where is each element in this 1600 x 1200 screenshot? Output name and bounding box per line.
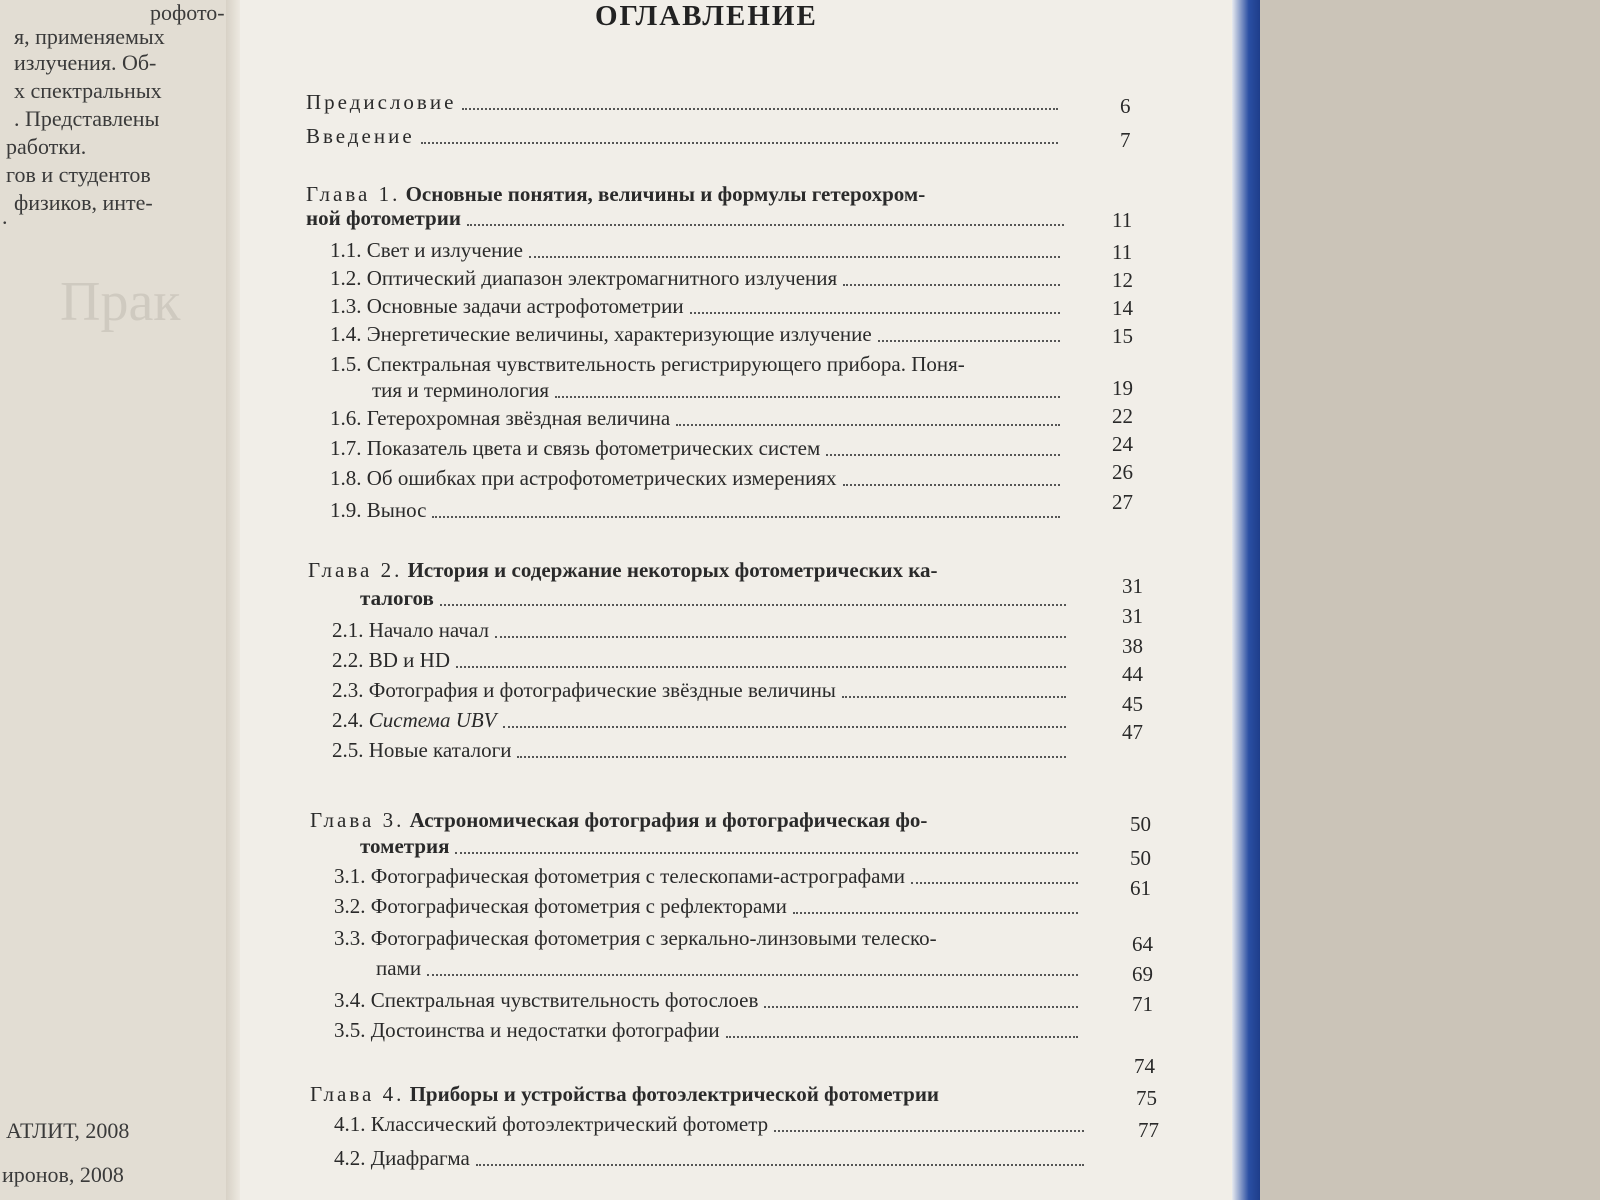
toc-page-number: 75 xyxy=(1136,1086,1157,1110)
section-label: Энергетические величины, характеризующие излучение xyxy=(366,322,872,346)
section-label: Спектральная чувствительность фотослоев xyxy=(370,988,759,1012)
toc-page-number: 77 xyxy=(1138,1118,1159,1142)
leader-dots xyxy=(843,284,1060,286)
toc-section xyxy=(330,266,1066,291)
toc-page-number: 44 xyxy=(1122,662,1143,686)
section-number: 2.1. xyxy=(332,618,364,642)
left-page-faint-text: Прак xyxy=(60,271,181,333)
section-label: Показатель цвета и связь фотометрических систем xyxy=(366,436,821,460)
section-label: Об ошибках при астрофотометрических измерениях xyxy=(366,466,837,490)
toc-chapter-2-cont xyxy=(360,586,1072,611)
chapter-title: История и содержание некоторых фотометрических ка- xyxy=(407,558,938,582)
toc-page-number: 47 xyxy=(1122,720,1143,744)
section-label: Фотографическая фотометрия с телескопами-астрографами xyxy=(370,864,905,888)
section-number: 3.2. xyxy=(334,894,366,918)
section-label: Свет и излучение xyxy=(366,238,523,262)
toc-page-number: 11 xyxy=(1112,240,1133,264)
section-label: Основные задачи астрофотометрии xyxy=(366,294,684,318)
section-number: 2.5. xyxy=(332,738,364,762)
toc-section xyxy=(330,238,1066,263)
toc-section xyxy=(330,322,1066,347)
toc-entry-preface xyxy=(306,90,1064,115)
leader-dots xyxy=(911,882,1078,884)
left-page-text: я, применяемых xyxy=(14,24,165,49)
section-number: 3.5. xyxy=(334,1018,366,1042)
left-page-text: х спектральных xyxy=(14,78,162,103)
section-number: 1.4. xyxy=(330,322,362,346)
leader-dots xyxy=(440,604,1066,606)
section-label: Фотография и фотографические звёздные величины xyxy=(368,678,836,702)
toc-page-number: 15 xyxy=(1112,324,1133,348)
section-label: Спектральная чувствительность регистрирующего прибора. Поня- xyxy=(366,352,965,376)
toc-page-number: 19 xyxy=(1112,376,1133,400)
section-label: Система UBV xyxy=(368,708,497,732)
section-number: 1.2. xyxy=(330,266,362,290)
leader-dots xyxy=(456,666,1066,668)
section-label: Вынос xyxy=(366,498,427,522)
chapter-prefix: Глава 4. xyxy=(310,1082,405,1106)
section-label: BD и HD xyxy=(368,648,450,672)
leader-dots xyxy=(467,224,1064,226)
toc-section xyxy=(334,988,1084,1013)
toc-page-number: 64 xyxy=(1132,932,1153,956)
toc-chapter-3 xyxy=(310,808,927,833)
left-page-text: . Представлены xyxy=(14,106,160,131)
toc-page-number: 38 xyxy=(1122,634,1143,658)
section-label: Фотографическая фотометрия с зеркально-линзовыми телеско- xyxy=(370,926,937,950)
leader-dots xyxy=(690,312,1060,314)
toc-page-number: 22 xyxy=(1112,404,1133,428)
toc-section xyxy=(330,352,965,377)
toc-title: ОГЛАВЛЕНИЕ xyxy=(595,0,818,32)
leader-dots xyxy=(476,1164,1084,1166)
section-label: Начало начал xyxy=(368,618,489,642)
toc-section xyxy=(334,1112,1090,1137)
chapter-title: Астрономическая фотография и фотографическая фо- xyxy=(409,808,928,832)
toc-chapter-1 xyxy=(306,182,925,207)
toc-page-number: 6 xyxy=(1120,94,1131,118)
chapter-title: Приборы и устройства фотоэлектрической фотометрии xyxy=(409,1082,940,1106)
section-number: 2.2. xyxy=(332,648,364,672)
section-label: Оптический диапазон электромагнитного излучения xyxy=(366,266,838,290)
toc-page-number: 74 xyxy=(1134,1054,1155,1078)
toc-page-number: 11 xyxy=(1112,208,1133,232)
leader-dots xyxy=(676,424,1060,426)
toc-chapter-1-cont xyxy=(306,206,1070,231)
toc-section xyxy=(334,894,1084,919)
section-number: 1.9. xyxy=(330,498,362,522)
toc-page-number: 45 xyxy=(1122,692,1143,716)
leader-dots xyxy=(842,696,1066,698)
chapter-prefix: Глава 1. xyxy=(306,182,401,206)
toc-page-number: 50 xyxy=(1130,846,1151,870)
toc-section xyxy=(334,1146,1090,1171)
section-number: 1.5. xyxy=(330,352,362,376)
toc-entry-label: Введение xyxy=(306,124,415,148)
section-label: Гетерохромная звёздная величина xyxy=(366,406,671,430)
leader-dots xyxy=(826,454,1060,456)
left-page-text: гов и студентов xyxy=(6,162,151,187)
toc-section xyxy=(330,436,1066,461)
section-label: Достоинства и недостатки фотографии xyxy=(370,1018,720,1042)
section-number: 1.3. xyxy=(330,294,362,318)
left-page-text: рофото- xyxy=(150,0,225,25)
toc-page-number: 69 xyxy=(1132,962,1153,986)
section-label: Диафрагма xyxy=(370,1146,470,1170)
leader-dots xyxy=(427,974,1078,976)
toc-entry-label: Предисловие xyxy=(306,90,457,114)
leader-dots xyxy=(503,726,1066,728)
section-number: 3.3. xyxy=(334,926,366,950)
toc-section xyxy=(332,618,1072,643)
section-number: 4.1. xyxy=(334,1112,366,1136)
leader-dots xyxy=(793,912,1078,914)
leader-dots xyxy=(495,636,1066,638)
toc-section xyxy=(330,406,1066,431)
chapter-title-cont: талогов xyxy=(360,586,434,610)
section-number: 3.1. xyxy=(334,864,366,888)
leader-dots xyxy=(878,340,1060,342)
toc-page-number: 12 xyxy=(1112,268,1133,292)
toc-section xyxy=(332,738,1072,763)
section-label-cont: тия и терминология xyxy=(372,378,549,402)
chapter-title: Основные понятия, величины и формулы гетерохром- xyxy=(405,182,926,206)
toc-section xyxy=(332,648,1072,673)
toc-page-number: 31 xyxy=(1122,574,1143,598)
chapter-prefix: Глава 3. xyxy=(310,808,405,832)
toc-section xyxy=(334,864,1084,889)
section-label: Классический фотоэлектрический фотометр xyxy=(370,1112,769,1136)
toc-page-number: 61 xyxy=(1130,876,1151,900)
left-page xyxy=(0,0,230,1200)
toc-section xyxy=(330,498,1066,523)
left-page-text: . xyxy=(2,204,8,229)
leader-dots xyxy=(529,256,1060,258)
left-page-text: излучения. Об- xyxy=(14,50,157,75)
toc-section xyxy=(330,466,1066,491)
leader-dots xyxy=(843,484,1060,486)
toc-chapter-4 xyxy=(310,1082,939,1107)
toc-section xyxy=(334,1018,1084,1043)
left-page-text: работки. xyxy=(6,134,87,159)
section-number: 1.8. xyxy=(330,466,362,490)
section-number: 3.4. xyxy=(334,988,366,1012)
book-gutter xyxy=(226,0,240,1200)
left-page-imprint: АТЛИТ, 2008 xyxy=(6,1118,130,1143)
toc-page-number: 24 xyxy=(1112,432,1133,456)
section-number: 1.7. xyxy=(330,436,362,460)
leader-dots xyxy=(462,108,1058,110)
toc-section xyxy=(332,708,1072,733)
toc-chapter-2 xyxy=(308,558,938,583)
toc-section-cont xyxy=(376,956,1084,981)
toc-page-number: 31 xyxy=(1122,604,1143,628)
section-number: 4.2. xyxy=(334,1146,366,1170)
toc-section-cont xyxy=(372,378,1066,403)
leader-dots xyxy=(432,516,1060,518)
toc-page-number: 26 xyxy=(1112,460,1133,484)
toc-page-number: 27 xyxy=(1112,490,1133,514)
leader-dots xyxy=(726,1036,1078,1038)
section-label: Новые каталоги xyxy=(368,738,512,762)
toc-page-number: 50 xyxy=(1130,812,1151,836)
leader-dots xyxy=(455,852,1078,854)
section-number: 1.1. xyxy=(330,238,362,262)
toc-section xyxy=(330,294,1066,319)
left-page-text: физиков, инте- xyxy=(14,190,153,215)
left-page-imprint: иронов, 2008 xyxy=(2,1162,124,1187)
toc-entry-introduction xyxy=(306,124,1064,149)
leader-dots xyxy=(421,142,1058,144)
leader-dots xyxy=(774,1130,1084,1132)
toc-section xyxy=(334,926,937,951)
toc-page-number: 71 xyxy=(1132,992,1153,1016)
desk-surface xyxy=(1260,0,1600,1200)
toc-page-number: 7 xyxy=(1120,128,1131,152)
chapter-prefix: Глава 2. xyxy=(308,558,403,582)
section-number: 2.3. xyxy=(332,678,364,702)
section-label: Фотографическая фотометрия с рефлекторами xyxy=(370,894,787,918)
section-number: 1.6. xyxy=(330,406,362,430)
leader-dots xyxy=(555,396,1060,398)
toc-chapter-3-cont xyxy=(360,834,1084,859)
section-label-cont: пами xyxy=(376,956,422,980)
leader-dots xyxy=(517,756,1066,758)
book-cover-edge xyxy=(1232,0,1260,1200)
toc-page-number: 14 xyxy=(1112,296,1133,320)
section-number: 2.4. xyxy=(332,708,364,732)
chapter-title-cont: тометрия xyxy=(360,834,450,858)
chapter-title-cont: ной фотометрии xyxy=(306,206,461,230)
leader-dots xyxy=(764,1006,1078,1008)
toc-section xyxy=(332,678,1072,703)
